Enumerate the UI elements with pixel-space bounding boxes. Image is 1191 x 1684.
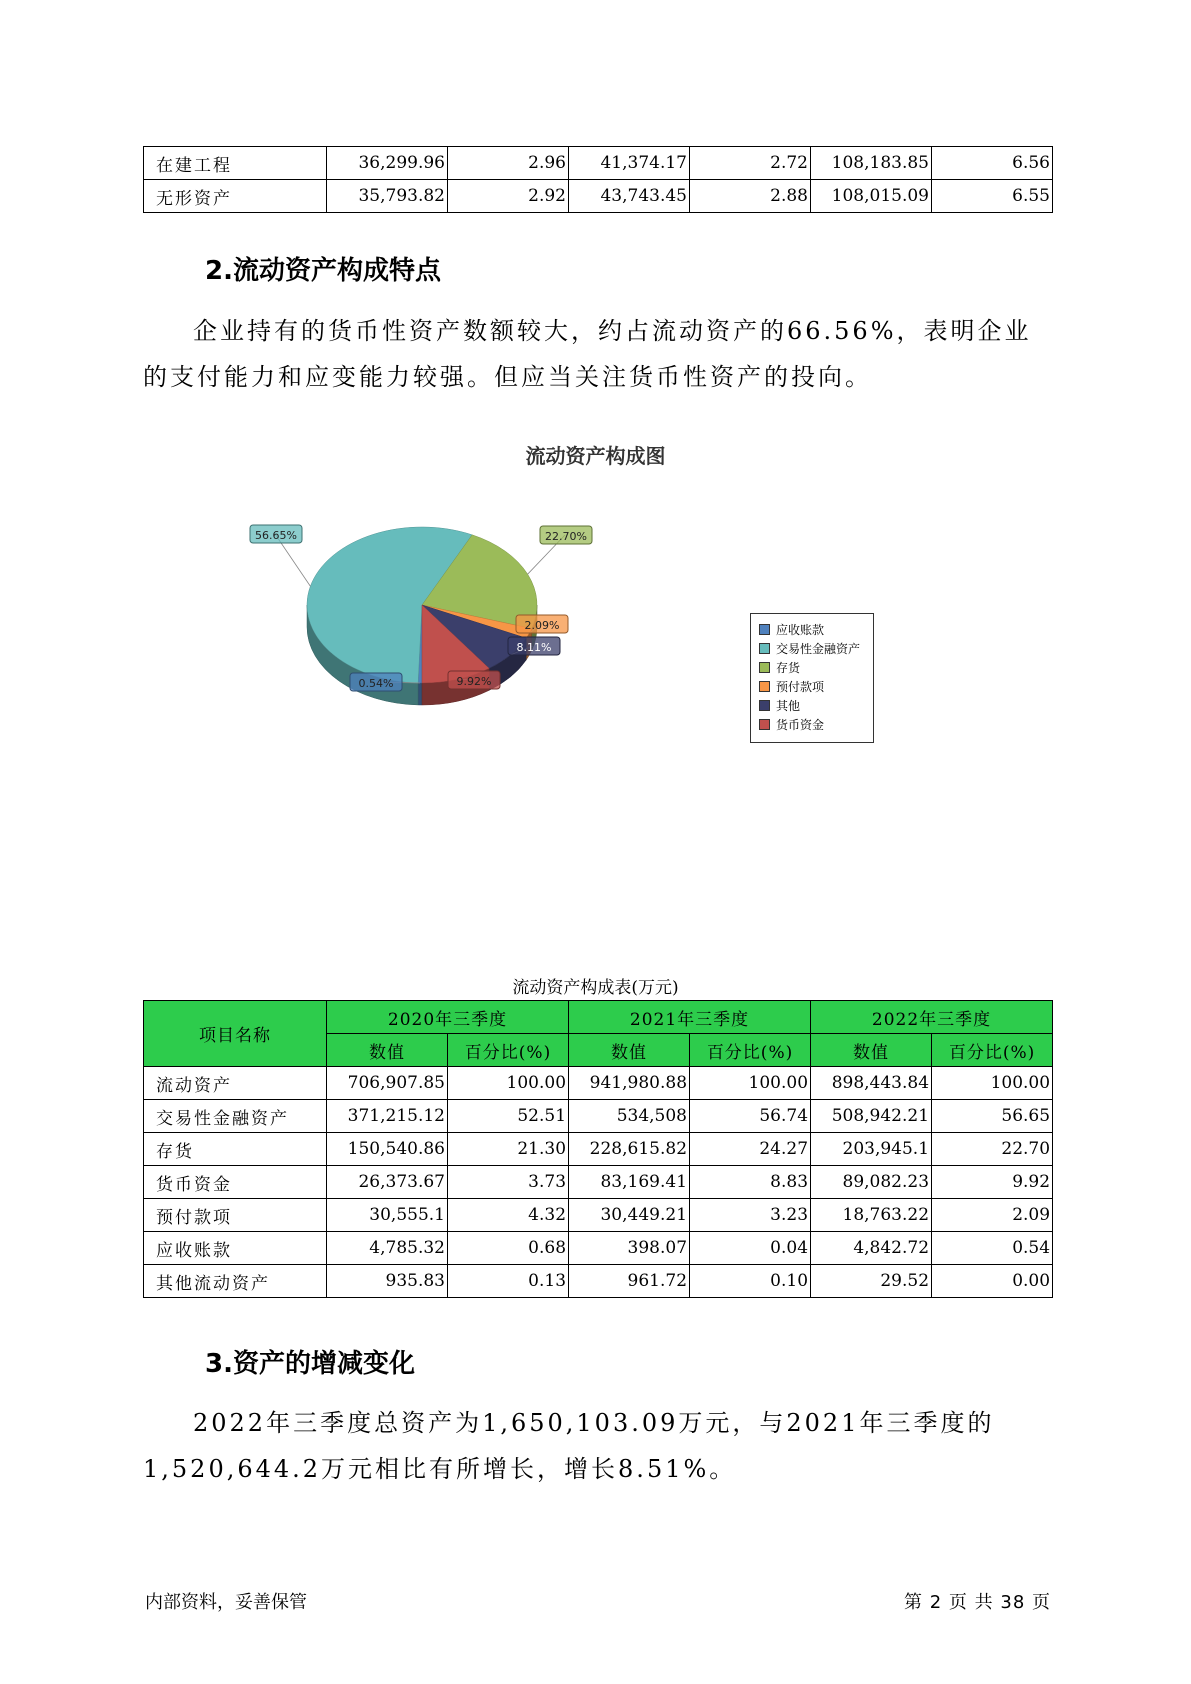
row-label: 其他流动资产 xyxy=(144,1265,327,1298)
row-label: 流动资产 xyxy=(144,1067,327,1100)
value-2021: 41,374.17 xyxy=(569,147,690,180)
percent-2021: 8.83 xyxy=(690,1166,811,1199)
legend-swatch xyxy=(759,681,770,692)
table-row xyxy=(144,1133,1053,1166)
value-2022: 108,015.09 xyxy=(811,180,932,213)
footer-page-number: 第 2 页 共 38 页 xyxy=(904,1592,1051,1613)
row-label: 应收账款 xyxy=(144,1232,327,1265)
value-2020: 35,793.82 xyxy=(327,180,448,213)
legend-label: 交易性金融资产 xyxy=(776,642,861,656)
top-asset-table xyxy=(143,146,1053,213)
value-2021: 961.72 xyxy=(569,1265,690,1298)
percent-2020: 4.32 xyxy=(448,1199,569,1232)
pie-data-label: 2.09% xyxy=(524,619,560,632)
footer-confidential-note: 内部资料，妥善保管 xyxy=(145,1592,307,1613)
legend-label: 其他 xyxy=(776,699,801,713)
table-row xyxy=(144,1067,1053,1100)
header-percent: 百分比(%) xyxy=(932,1034,1053,1067)
value-2021: 43,743.45 xyxy=(569,180,690,213)
value-2022: 18,763.22 xyxy=(811,1199,932,1232)
value-2020: 36,299.96 xyxy=(327,147,448,180)
header-item-name: 项目名称 xyxy=(144,1001,327,1067)
value-2021: 228,615.82 xyxy=(569,1133,690,1166)
chart-legend xyxy=(750,613,874,743)
pie-data-label: 9.92% xyxy=(456,675,492,688)
row-label: 无形资产 xyxy=(144,180,327,213)
percent-2021: 2.88 xyxy=(690,180,811,213)
legend-label: 存货 xyxy=(776,661,801,675)
percent-2022: 56.65 xyxy=(932,1100,1053,1133)
percent-2022: 2.09 xyxy=(932,1199,1053,1232)
percent-2022: 9.92 xyxy=(932,1166,1053,1199)
percent-2022: 22.70 xyxy=(932,1133,1053,1166)
pie-data-label: 22.70% xyxy=(545,530,587,543)
percent-2020: 2.96 xyxy=(448,147,569,180)
value-2022: 4,842.72 xyxy=(811,1232,932,1265)
row-label: 存货 xyxy=(144,1133,327,1166)
pie-data-label: 56.65% xyxy=(255,529,297,542)
header-year-2022: 2022年三季度 xyxy=(811,1001,1053,1034)
percent-2022: 0.00 xyxy=(932,1265,1053,1298)
legend-item xyxy=(759,677,873,696)
percent-2021: 0.04 xyxy=(690,1232,811,1265)
table-row xyxy=(144,147,1053,180)
percent-2020: 100.00 xyxy=(448,1067,569,1100)
percent-2021: 0.10 xyxy=(690,1265,811,1298)
value-2020: 371,215.12 xyxy=(327,1100,448,1133)
value-2020: 150,540.86 xyxy=(327,1133,448,1166)
legend-item xyxy=(759,696,873,715)
header-year-2020: 2020年三季度 xyxy=(327,1001,569,1034)
header-value: 数值 xyxy=(569,1034,690,1067)
value-2020: 4,785.32 xyxy=(327,1232,448,1265)
value-2020: 935.83 xyxy=(327,1265,448,1298)
value-2022: 898,443.84 xyxy=(811,1067,932,1100)
value-2022: 89,082.23 xyxy=(811,1166,932,1199)
percent-2020: 0.68 xyxy=(448,1232,569,1265)
chart-title: 流动资产构成图 xyxy=(525,444,666,468)
percent-2021: 100.00 xyxy=(690,1067,811,1100)
section-2-paragraph: 企业持有的货币性资产数额较大，约占流动资产的66.56%，表明企业的支付能力和应变能力较强。但应当关注货币性资产的投向。 xyxy=(143,317,1032,391)
legend-swatch xyxy=(759,643,770,654)
percent-2022: 0.54 xyxy=(932,1232,1053,1265)
percent-2020: 52.51 xyxy=(448,1100,569,1133)
legend-swatch xyxy=(759,719,770,730)
value-2022: 203,945.1 xyxy=(811,1133,932,1166)
legend-swatch xyxy=(759,700,770,711)
table-row xyxy=(144,180,1053,213)
percent-2021: 56.74 xyxy=(690,1100,811,1133)
pie-data-label: 8.11% xyxy=(516,641,552,654)
current-assets-table xyxy=(143,1000,1053,1298)
legend-swatch xyxy=(759,624,770,635)
percent-2020: 2.92 xyxy=(448,180,569,213)
percent-2021: 24.27 xyxy=(690,1133,811,1166)
value-2020: 706,907.85 xyxy=(327,1067,448,1100)
section-3-heading: 3.资产的增减变化 xyxy=(205,1349,415,1379)
legend-item xyxy=(759,620,873,639)
row-label: 交易性金融资产 xyxy=(144,1100,327,1133)
pie-data-label: 0.54% xyxy=(358,677,394,690)
legend-label: 预付款项 xyxy=(776,680,825,694)
section-2-heading: 2.流动资产构成特点 xyxy=(205,256,441,286)
table-row xyxy=(144,1265,1053,1298)
header-year-2021: 2021年三季度 xyxy=(569,1001,811,1034)
legend-item xyxy=(759,715,873,734)
legend-swatch xyxy=(759,662,770,673)
table-caption: 流动资产构成表(万元) xyxy=(512,978,679,998)
percent-2022: 6.56 xyxy=(932,147,1053,180)
section-3-paragraph: 2022年三季度总资产为1,650,103.09万元，与2021年三季度的1,520,644.2万元相比有所增长，增长8.51%。 xyxy=(143,1409,995,1483)
value-2022: 108,183.85 xyxy=(811,147,932,180)
value-2022: 29.52 xyxy=(811,1265,932,1298)
row-label: 预付款项 xyxy=(144,1199,327,1232)
percent-2020: 3.73 xyxy=(448,1166,569,1199)
percent-2020: 0.13 xyxy=(448,1265,569,1298)
table-row xyxy=(144,1199,1053,1232)
value-2021: 534,508 xyxy=(569,1100,690,1133)
percent-2022: 100.00 xyxy=(932,1067,1053,1100)
header-percent: 百分比(%) xyxy=(690,1034,811,1067)
value-2020: 26,373.67 xyxy=(327,1166,448,1199)
legend-label: 货币资金 xyxy=(776,718,825,732)
pie-chart xyxy=(230,505,650,765)
row-label: 货币资金 xyxy=(144,1166,327,1199)
value-2021: 941,980.88 xyxy=(569,1067,690,1100)
table-row xyxy=(144,1100,1053,1133)
value-2021: 83,169.41 xyxy=(569,1166,690,1199)
value-2020: 30,555.1 xyxy=(327,1199,448,1232)
percent-2021: 2.72 xyxy=(690,147,811,180)
value-2022: 508,942.21 xyxy=(811,1100,932,1133)
row-label: 在建工程 xyxy=(144,147,327,180)
table-row xyxy=(144,1232,1053,1265)
value-2021: 30,449.21 xyxy=(569,1199,690,1232)
legend-item xyxy=(759,658,873,677)
legend-item xyxy=(759,639,873,658)
percent-2021: 3.23 xyxy=(690,1199,811,1232)
percent-2022: 6.55 xyxy=(932,180,1053,213)
header-value: 数值 xyxy=(811,1034,932,1067)
header-percent: 百分比(%) xyxy=(448,1034,569,1067)
value-2021: 398.07 xyxy=(569,1232,690,1265)
pie-slice-side xyxy=(418,683,422,705)
percent-2020: 21.30 xyxy=(448,1133,569,1166)
table-row xyxy=(144,1166,1053,1199)
header-value: 数值 xyxy=(327,1034,448,1067)
legend-label: 应收账款 xyxy=(776,623,825,637)
